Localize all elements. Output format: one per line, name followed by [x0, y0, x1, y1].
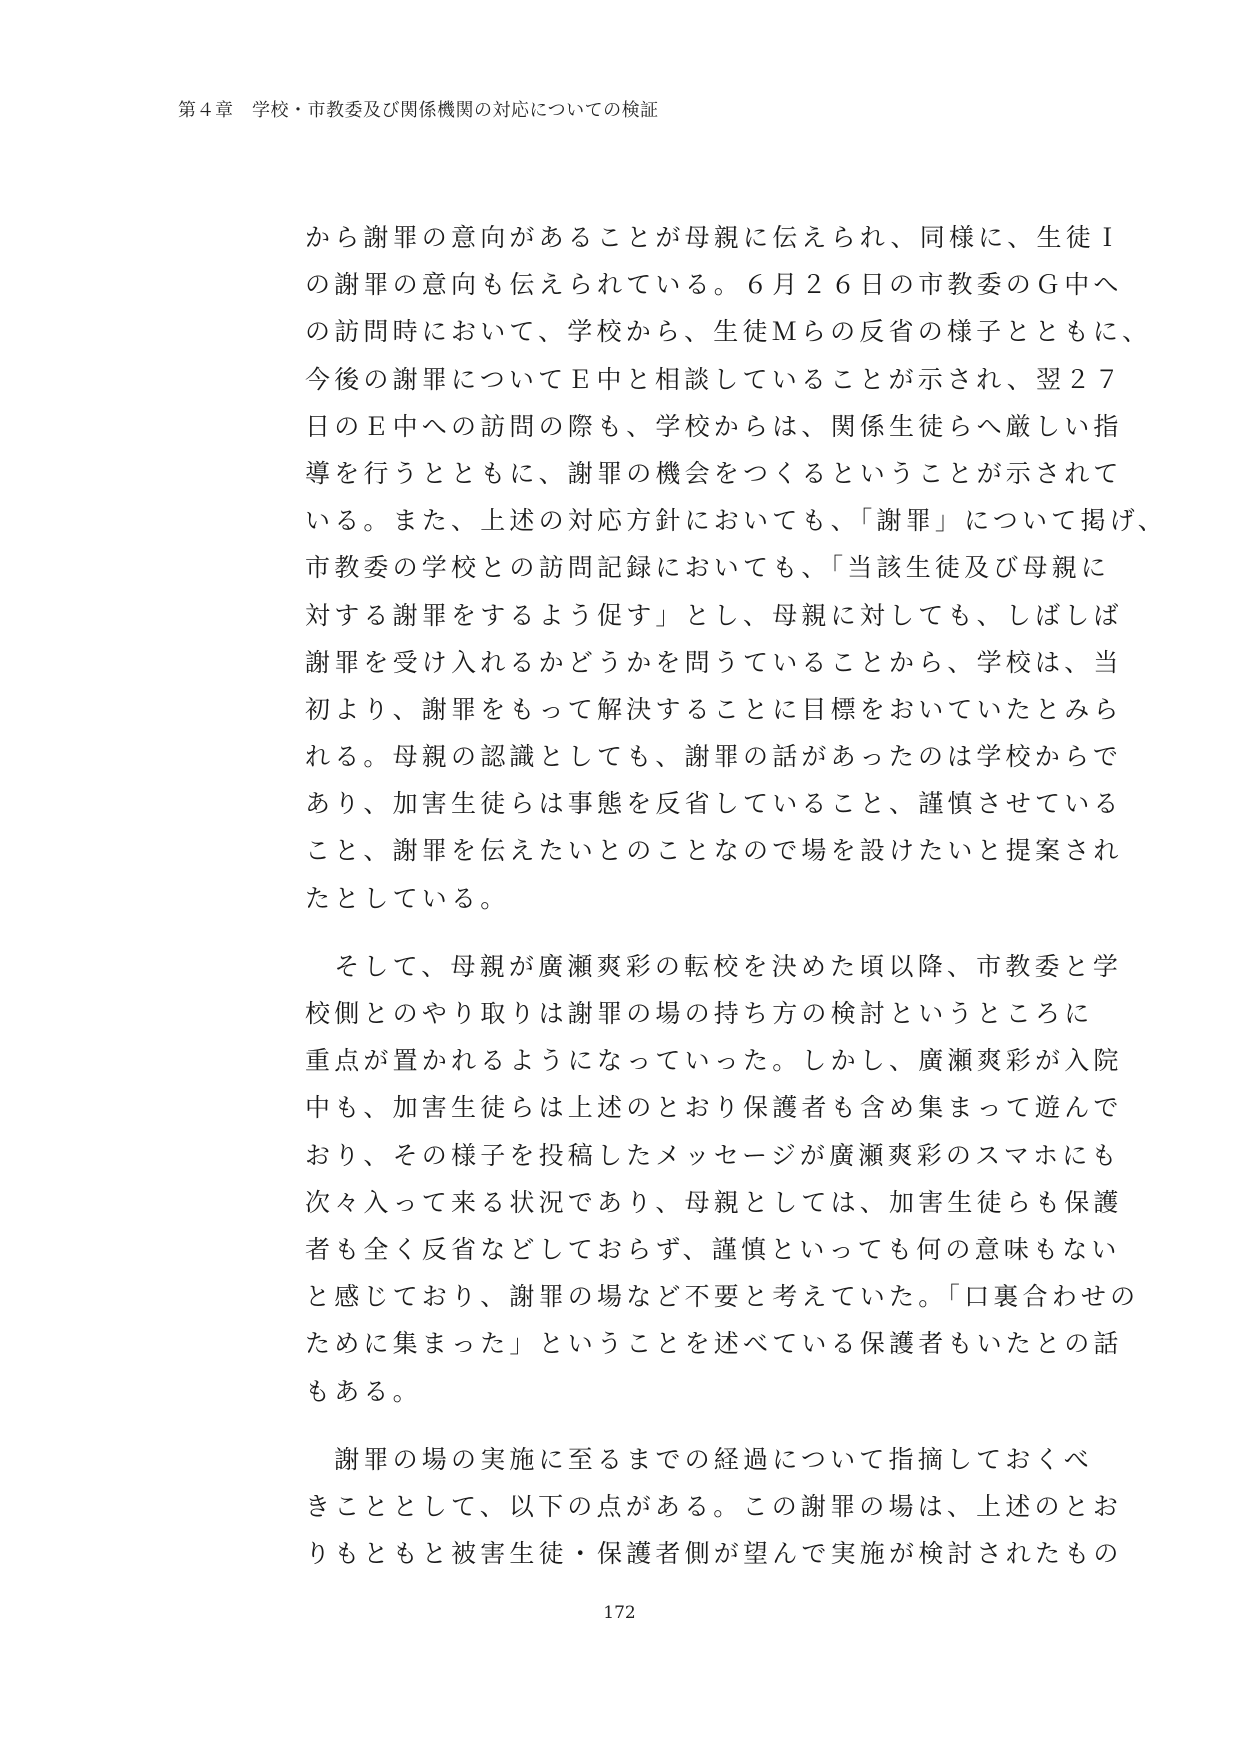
text-line: 初より、謝罪をもって解決することに目標をおいていたとみら [305, 694, 1123, 724]
text-line: れる。母親の認識としても、謝罪の話があったのは学校からで [305, 742, 1123, 772]
text-line: の訪問時において、学校から、生徒Ｍらの反省の様子とともに、 [305, 317, 1152, 347]
text-line: おり、その様子を投稿したメッセージが廣瀬爽彩のスマホにも [305, 1140, 1121, 1170]
text-line: 今後の謝罪についてＥ中と相談していることが示され、翌２７ [305, 364, 1124, 394]
text-line: こと、謝罪を伝えたいとのことなので場を設けたいと提案され [305, 836, 1123, 866]
text-line: 校側とのやり取りは謝罪の場の持ち方の検討というところに [305, 999, 1094, 1028]
text-line: 日のＥ中への訪問の際も、学校からは、関係生徒らへ厳しい指 [305, 411, 1123, 441]
text-line: 重点が置かれるようになっていった。しかし、廣瀬爽彩が入院 [305, 1046, 1123, 1076]
text-line: たとしている。 [305, 883, 510, 913]
text-line: あり、加害生徒らは事態を反省していること、謹慎させている [305, 789, 1123, 819]
text-line: 謝罪の場の実施に至るまでの経過について指摘しておくべ [305, 1444, 1093, 1474]
text-line: そして、母親が廣瀬爽彩の転校を決めた頃以降、市教委と学 [305, 951, 1123, 981]
text-line: 市教委の学校との訪問記録においても、「当該生徒及び母親に [305, 553, 1111, 583]
paragraph-2 [305, 943, 1140, 1415]
paragraph-3 [305, 1436, 1123, 1578]
paragraph-1 [305, 214, 1168, 922]
text-line: 次々入って来る状況であり、母親としては、加害生徒らも保護 [305, 1187, 1123, 1217]
text-line: の謝罪の意向も伝えられている。６月２６日の市教委のＧ中へ [305, 270, 1123, 300]
paragraph-gap [305, 922, 1051, 943]
text-line: 謝罪を受け入れるかどうかを問うていることから、学校は、当 [305, 647, 1123, 677]
text-line: いる。また、上述の対応方針においても、「謝罪」について掲げ、 [305, 506, 1168, 536]
page-number: 172 [603, 1603, 636, 1623]
text-line: 導を行うとともに、謝罪の機会をつくるということが示されて [305, 458, 1123, 488]
paragraph-gap [305, 1415, 1051, 1436]
text-line: りもともと被害生徒・保護者側が望んで実施が検討されたもの [305, 1539, 1123, 1569]
text-line: から謝罪の意向があることが母親に伝えられ、同様に、生徒Ｉ [305, 223, 1125, 252]
text-line: もある。 [305, 1376, 422, 1406]
text-line: ために集まった」ということを述べている保護者もいたとの話 [305, 1329, 1123, 1359]
text-line: 中も、加害生徒らは上述のとおり保護者も含め集まって遊んで [305, 1093, 1123, 1123]
text-line: と感じており、謝罪の場など不要と考えていた。「口裏合わせの [305, 1282, 1140, 1312]
chapter-header: 第４章 学校・市教委及び関係機関の対応についての検証 [178, 100, 659, 121]
text-line: 対する謝罪をするよう促す」とし、母親に対しても、しばしば [305, 600, 1123, 630]
text-line: きこととして、以下の点がある。この謝罪の場は、上述のとお [305, 1491, 1123, 1521]
body-text [305, 214, 1168, 1577]
text-line: 者も全く反省などしておらず、謹慎といっても何の意味もない [305, 1234, 1121, 1264]
